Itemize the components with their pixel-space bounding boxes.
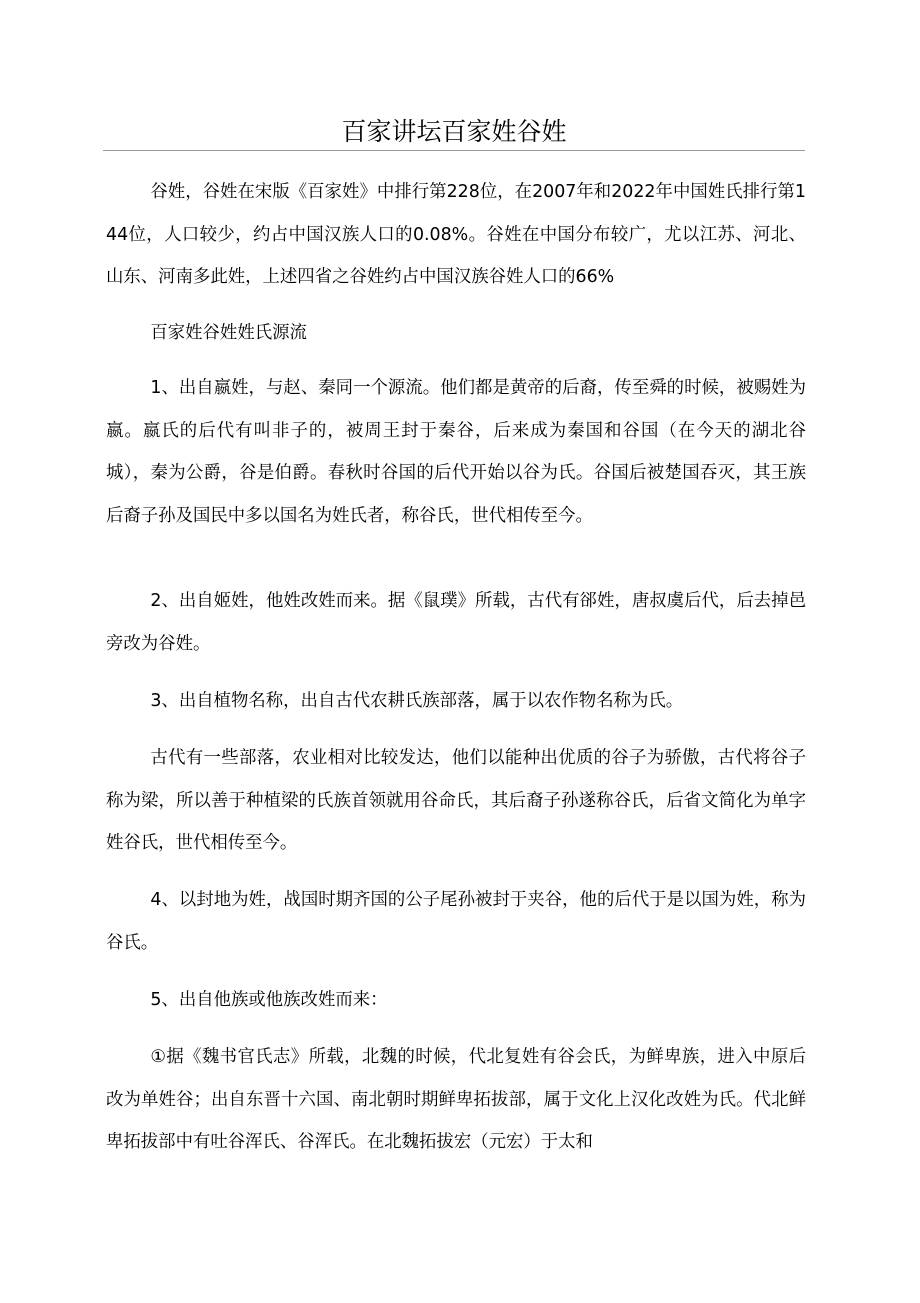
origin-paragraph-5-item-1: ①据《魏书官氏志》所载，北魏的时候，代北复姓有谷会氏，为鲜卑族，进入中原后改为单姓谷；出自东晋十六国、南北朝时期鲜卑拓拔部，属于文化上汉化改姓为氏。代北鲜卑拓拔部中有吐谷浑氏、谷浑氏。在北魏拓拔宏（元宏）于太和	[106, 1047, 806, 1152]
origin-paragraph-1: 1、出自嬴姓，与赵、秦同一个源流。他们都是黄帝的后裔，传至舜的时候，被赐姓为嬴。嬴氏的后代有叫非子的，被周王封于秦谷，后来成为秦国和谷国（在今天的湖北谷城），秦为公爵，谷是伯爵。春秋时谷国的后代开始以谷为氏。谷国后被楚国吞灭，其王族后裔子孙及国民中多以国名为姓氏者，称谷氏，世代相传至今。	[106, 378, 806, 526]
origin-paragraph-3-detail: 古代有一些部落，农业相对比较发达，他们以能种出优质的谷子为骄傲，古代将谷子称为梁，所以善于种植梁的氏族首领就用谷命氏，其后裔子孙遂称谷氏，后省文简化为单字姓谷氏，世代相传至今。	[106, 748, 806, 853]
document-title: 百家讲坛百家姓谷姓	[341, 117, 567, 146]
origin-paragraph-3: 3、出自植物名称，出自古代农耕氏族部落，属于以农作物名称为氏。	[150, 691, 684, 711]
origin-paragraph-5: 5、出自他族或他族改姓而来：	[150, 990, 388, 1010]
section-heading: 百家姓谷姓姓氏源流	[150, 323, 307, 343]
origin-paragraph-2: 2、出自姬姓，他姓改姓而来。据《鼠璞》所载，古代有郤姓，唐叔虞后代，后去掉邑旁改为谷姓。	[106, 591, 806, 654]
title-underline	[103, 150, 805, 151]
origin-paragraph-4: 4、以封地为姓，战国时期齐国的公子尾孙被封于夹谷，他的后代于是以国为姓，称为谷氏。	[106, 890, 806, 953]
intro-paragraph: 谷姓，谷姓在宋版《百家姓》中排行第228位，在2007年和2022年中国姓氏排行第144位，人口较少，约占中国汉族人口的0.08%。谷姓在中国分布较广，尤以江苏、河北、山东、河南多此姓，上述四省之谷姓约占中国汉族谷姓人口的66%	[106, 182, 806, 287]
